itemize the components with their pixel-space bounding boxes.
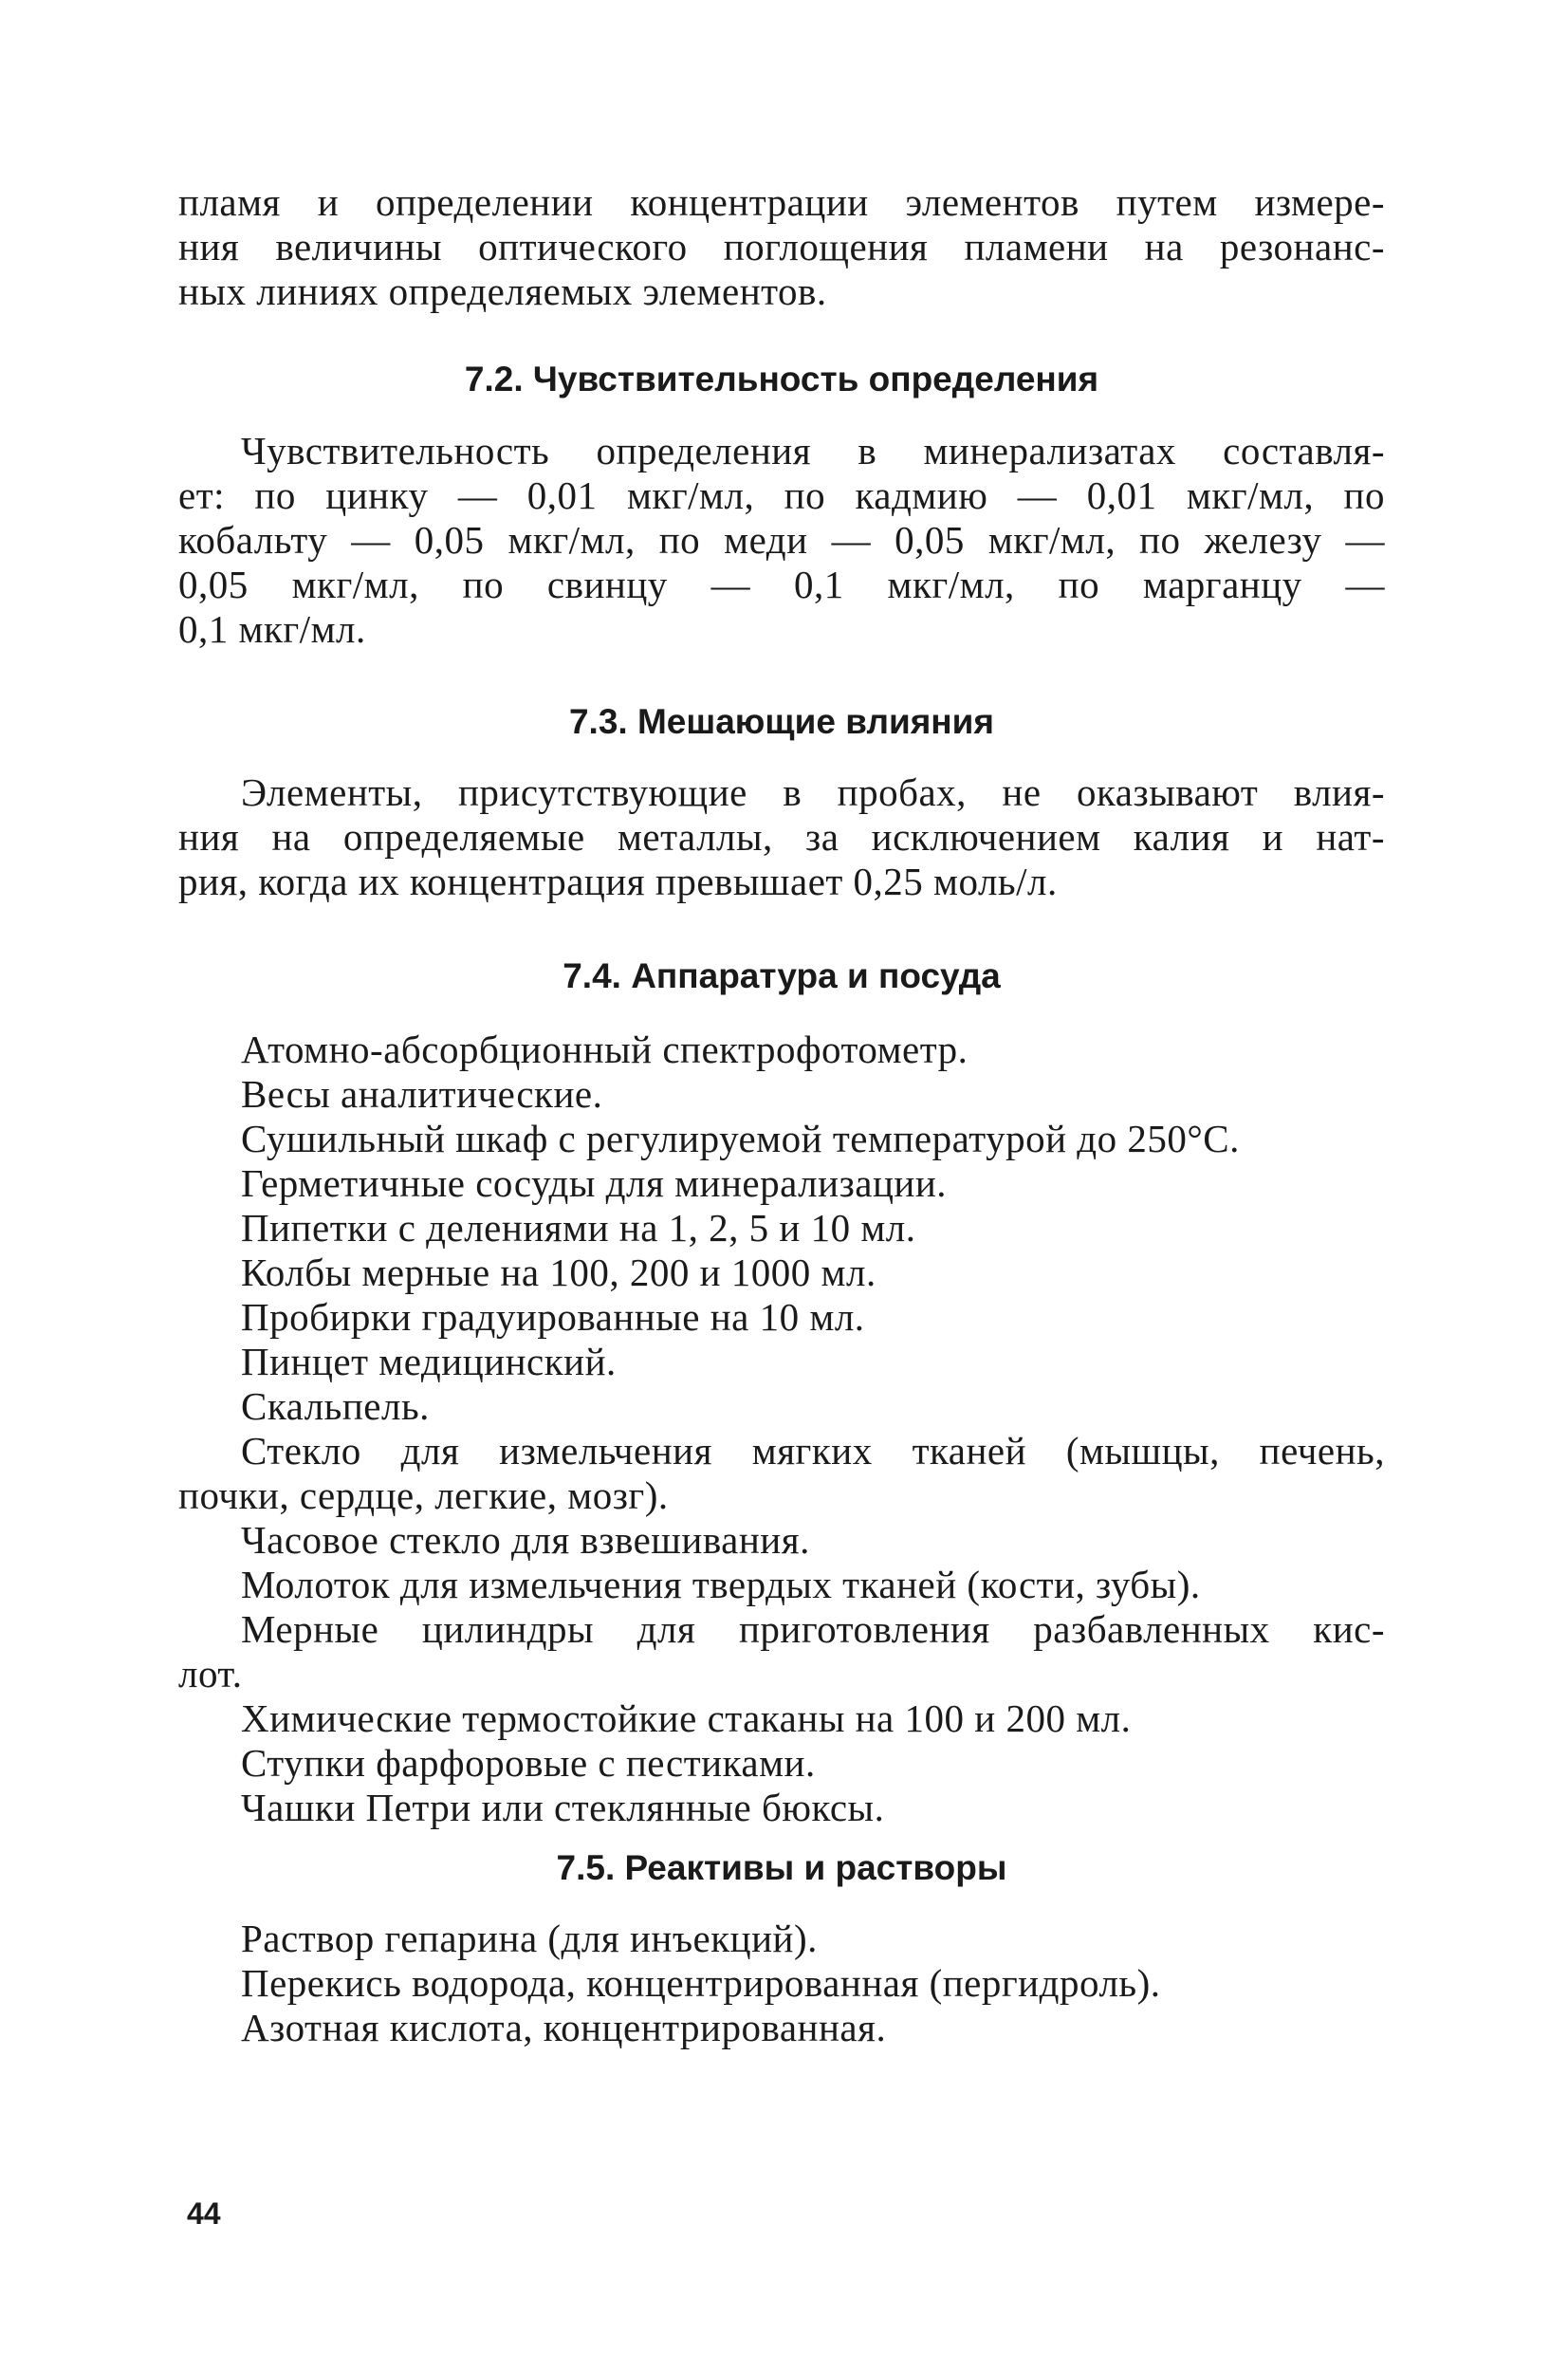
paragraph-line: 0,05 мкг/мл, по свинцу — 0,1 мкг/мл, по марганцу — [178, 563, 1385, 606]
equipment-list [178, 1028, 1385, 1830]
list-item: Колбы мерные на 100, 200 и 1000 мл. [241, 1251, 876, 1294]
list-item: Химические термостойкие стаканы на 100 и 200 мл. [241, 1696, 1132, 1740]
list-item: Весы аналитические. [241, 1072, 603, 1116]
list-item: Сушильный шкаф с регулируемой температурой до 250°С. [241, 1117, 1240, 1160]
list-item: Скальпель. [241, 1384, 430, 1428]
section-heading-7-2: 7.2. Чувствительность определения [464, 360, 1099, 398]
paragraph-line: рия, когда их концентрация превышает 0,25 моль/л. [178, 860, 1058, 903]
section-heading-7-3: 7.3. Мешающие влияния [568, 702, 994, 741]
list-item: Мерные цилиндры для приготовления разбавленных кис- [241, 1607, 1385, 1651]
paragraph-line: ных линиях определяемых элементов. [178, 269, 827, 313]
list-item: Азотная кислота, концентрированная. [241, 2006, 887, 2049]
paragraph-line: ет: по цинку — 0,01 мкг/мл, по кадмию — 0,01 мкг/мл, по [178, 473, 1385, 517]
list-item: Пинцет медицинский. [241, 1340, 617, 1383]
list-item: Пипетки с делениями на 1, 2, 5 и 10 мл. [241, 1206, 916, 1250]
paragraph-line: Элементы, присутствующие в пробах, не оказывают влия- [241, 770, 1385, 814]
list-item: Ступки фарфоровые с пестиками. [241, 1741, 816, 1785]
paragraph-line: ния на определяемые металлы, за исключением калия и нат- [178, 815, 1385, 859]
list-item: Молоток для измельчения твердых тканей (кости, зубы). [241, 1563, 1201, 1606]
list-item: Чашки Петри или стеклянные бюксы. [241, 1786, 885, 1829]
reagents-list [178, 1917, 1385, 2050]
list-item-continuation: лот. [178, 1652, 243, 1695]
list-item-continuation: почки, сердце, легкие, мозг). [178, 1473, 669, 1517]
interference-paragraph [178, 770, 1385, 904]
list-item: Атомно-абсорбционный спектрофотометр. [241, 1028, 968, 1071]
list-item: Раствор гепарина (для инъекций). [241, 1917, 818, 1960]
paragraph-line: пламя и определении концентрации элементов путем измере- [178, 180, 1385, 224]
paragraph-line: ния величины оптического поглощения пламени на резонанс- [178, 225, 1385, 269]
section-heading-7-4: 7.4. Аппаратура и посуда [563, 956, 1001, 995]
list-item: Перекись водорода, концентрированная (пергидроль). [241, 1961, 1161, 2005]
paragraph-line: 0,1 мкг/мл. [178, 607, 366, 651]
list-item: Пробирки градуированные на 10 мл. [241, 1295, 865, 1339]
section-heading-7-5: 7.5. Реактивы и растворы [556, 1848, 1007, 1887]
intro-paragraph [178, 180, 1385, 314]
page-number: 44 [187, 2196, 221, 2231]
paragraph-line: кобальту — 0,05 мкг/мл, по меди — 0,05 мкг/мл, по железу — [178, 518, 1385, 562]
list-item: Герметичные сосуды для минерализации. [241, 1161, 948, 1205]
sensitivity-paragraph [178, 429, 1385, 652]
list-item: Часовое стекло для взвешивания. [241, 1518, 810, 1562]
list-item: Стекло для измельчения мягких тканей (мышцы, печень, [241, 1429, 1385, 1473]
paragraph-line: Чувствительность определения в минерализатах составля- [241, 429, 1385, 472]
